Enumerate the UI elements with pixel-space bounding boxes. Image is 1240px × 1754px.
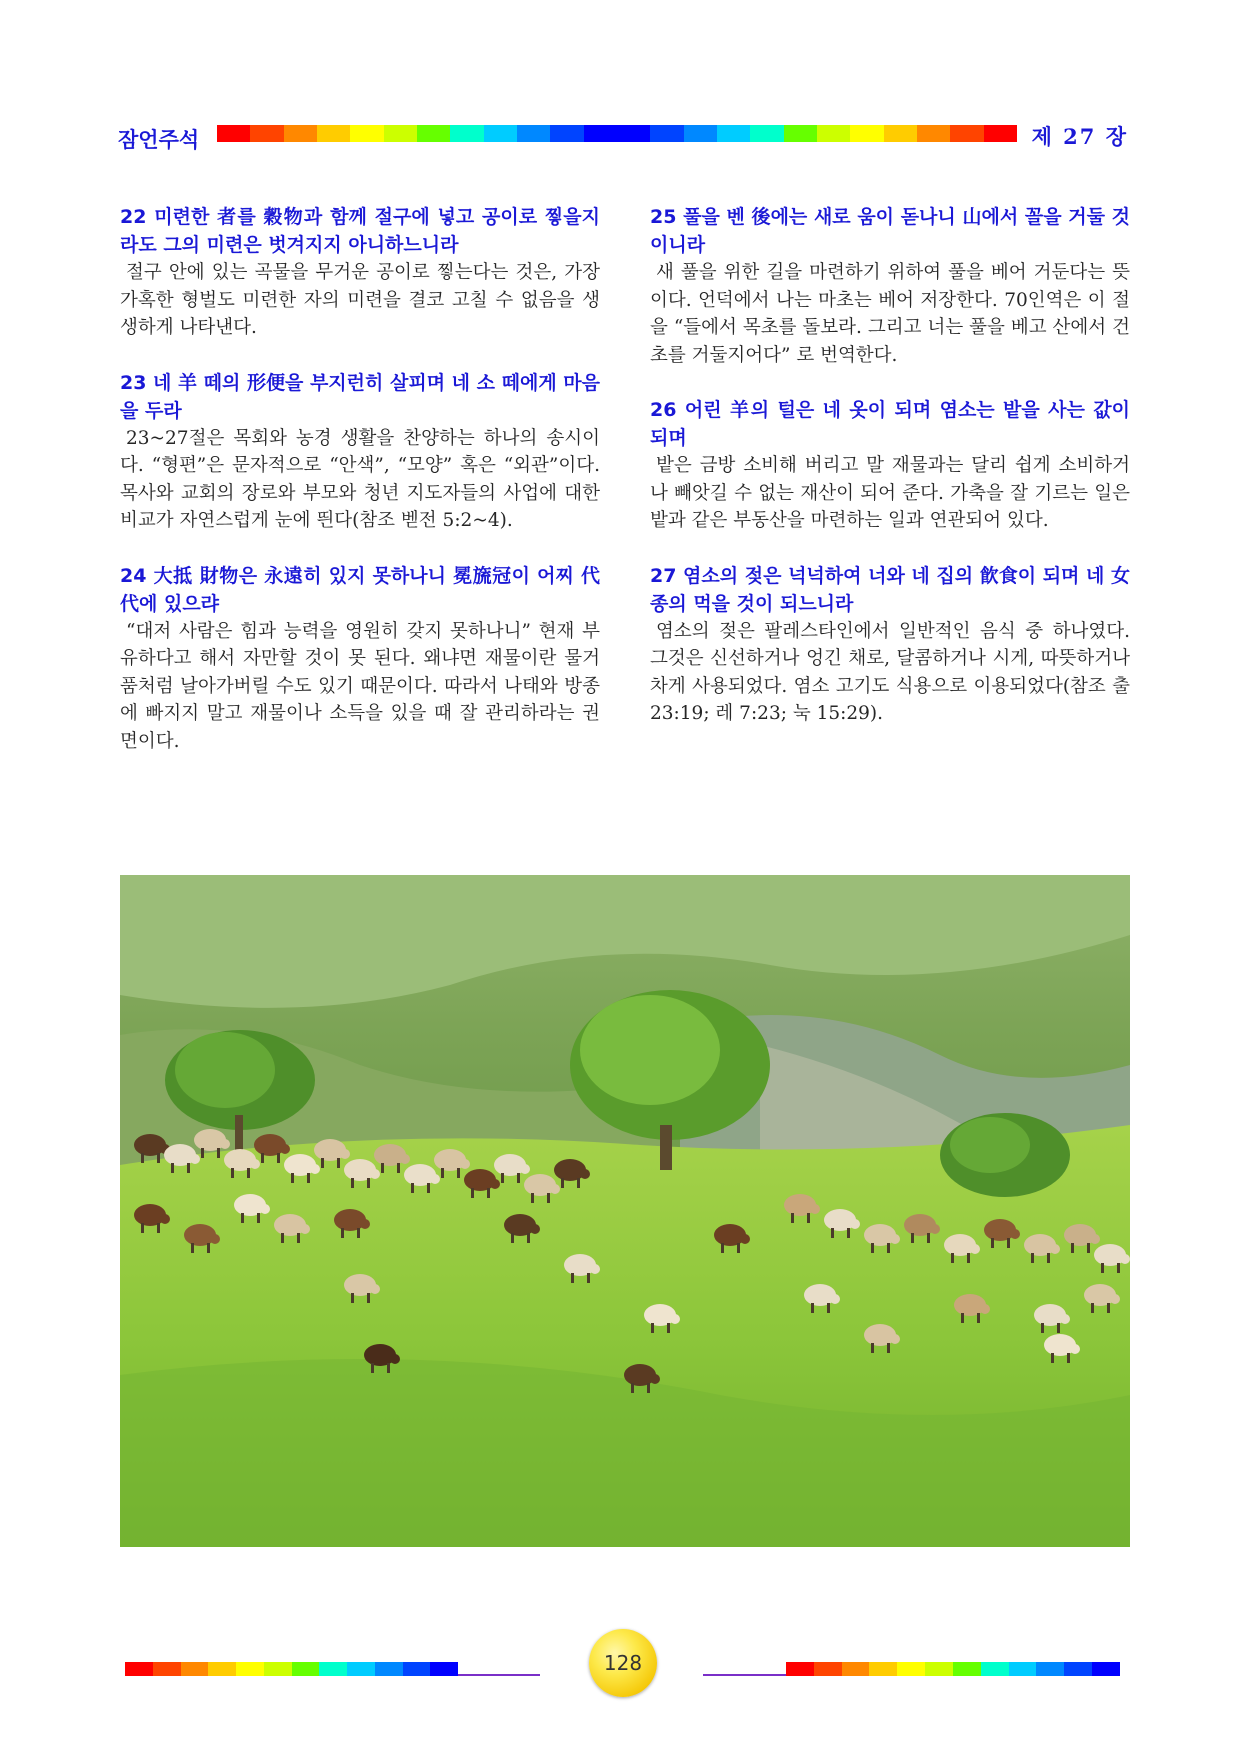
left-column: [120, 203, 600, 782]
rainbow-segment: [617, 125, 650, 142]
animal-leg: [191, 1243, 194, 1253]
rainbow-segment: [284, 125, 317, 142]
animal-head: [520, 1164, 530, 1174]
grazing-animal: [564, 1254, 596, 1276]
animal-head: [1010, 1229, 1020, 1239]
animal-leg: [647, 1383, 650, 1393]
animal-head: [1050, 1244, 1060, 1254]
animal-leg: [217, 1148, 220, 1158]
verse-22: [120, 203, 600, 342]
rainbow-segment: [1064, 1662, 1092, 1676]
animal-leg: [531, 1193, 534, 1203]
animal-leg: [811, 1303, 814, 1313]
verse-commentary: 절구 안에 있는 곡물을 무거운 공이로 찧는다는 것은, 가장 가혹한 형벌도 미련한 자의 미련을 결코 고칠 수 없음을 생생하게 나타낸다.: [120, 262, 600, 338]
animal-head: [1110, 1294, 1120, 1304]
rainbow-segment: [981, 1662, 1009, 1676]
grazing-animal: [364, 1344, 396, 1366]
animal-leg: [201, 1148, 204, 1158]
animal-leg: [307, 1173, 310, 1183]
animal-leg: [651, 1323, 654, 1333]
rainbow-segment: [317, 125, 350, 142]
animal-leg: [1047, 1253, 1050, 1263]
animal-leg: [297, 1233, 300, 1243]
animal-leg: [277, 1153, 280, 1163]
animal-leg: [807, 1213, 810, 1223]
grazing-animal: [984, 1219, 1016, 1241]
animal-leg: [367, 1293, 370, 1303]
animal-head: [460, 1159, 470, 1169]
grazing-animal: [1084, 1284, 1116, 1306]
animal-leg: [577, 1178, 580, 1188]
animal-leg: [1091, 1303, 1094, 1313]
chapter-label: 제 27 장: [1031, 124, 1128, 149]
verse-title: 22 미련한 者를 穀物과 함께 절구에 넣고 공이로 찧을지라도 그의 미련은 벗겨지지 아니하느니라: [120, 206, 600, 256]
grazing-animal: [284, 1154, 316, 1176]
rainbow-segment: [784, 125, 817, 142]
animal-leg: [387, 1363, 390, 1373]
animal-head: [220, 1139, 230, 1149]
animal-leg: [367, 1178, 370, 1188]
animal-leg: [281, 1233, 284, 1243]
grazing-animal: [254, 1134, 286, 1156]
grazing-animal: [624, 1364, 656, 1386]
verse-commentary: 새 풀을 위한 길을 마련하기 위하여 풀을 베어 거둔다는 뜻이다. 언덕에서 나는 마초는 베어 저장한다. 70인역은 이 절을 “들에서 목초를 돌보라. 그리고 너는 풀을 베고 산에서 건초를 거둘지어다” 로 번역한다.: [650, 262, 1130, 366]
animal-leg: [1067, 1353, 1070, 1363]
animal-leg: [351, 1178, 354, 1188]
animal-leg: [887, 1243, 890, 1253]
animal-leg: [397, 1163, 400, 1173]
animal-leg: [261, 1153, 264, 1163]
grazing-animal: [524, 1174, 556, 1196]
grazing-animal: [434, 1149, 466, 1171]
animal-leg: [247, 1168, 250, 1178]
verse-23: [120, 369, 600, 535]
rainbow-segment: [814, 1662, 842, 1676]
animal-leg: [341, 1228, 344, 1238]
grazing-animal: [224, 1149, 256, 1171]
grazing-animal: [374, 1144, 406, 1166]
rainbow-segment: [347, 1662, 375, 1676]
grazing-animal: [164, 1144, 196, 1166]
grazing-animal: [954, 1294, 986, 1316]
animal-leg: [1117, 1263, 1120, 1273]
animal-head: [210, 1234, 220, 1244]
grazing-animal: [234, 1194, 266, 1216]
animal-leg: [527, 1233, 530, 1243]
rainbow-segment: [125, 1662, 153, 1676]
page-number: 128: [589, 1629, 657, 1697]
rainbow-segment: [417, 125, 450, 142]
animal-leg: [961, 1313, 964, 1323]
animal-leg: [887, 1343, 890, 1353]
grazing-animal: [134, 1204, 166, 1226]
verse-25: [650, 203, 1130, 369]
rainbow-segment: [817, 125, 850, 142]
animal-leg: [511, 1233, 514, 1243]
grazing-animal: [464, 1169, 496, 1191]
animal-leg: [1057, 1323, 1060, 1333]
rainbow-segment: [264, 1662, 292, 1676]
verse-title: 24 大抵 財物은 永遠히 있지 못하나니 冕旒冠이 어찌 代代에 있으랴: [120, 564, 600, 615]
animal-head: [340, 1149, 350, 1159]
animal-leg: [667, 1323, 670, 1333]
animal-leg: [411, 1183, 414, 1193]
animal-leg: [827, 1303, 830, 1313]
verse-commentary: “대저 사람은 힘과 능력을 영원히 갖지 못하나니” 현재 부유하다고 해서 자만할 것이 못 된다. 왜냐면 재물이란 물거품처럼 날아가버릴 수도 있기 때문이다. 따라서 나태와 방종에 빠지지 말고 재물이나 소득을 있을 때 잘 관리하라는 권면이다.: [120, 620, 600, 752]
animal-head: [280, 1144, 290, 1154]
animal-leg: [561, 1178, 564, 1188]
grazing-animal: [134, 1134, 166, 1156]
grazing-animal: [194, 1129, 226, 1151]
animal-leg: [1031, 1253, 1034, 1263]
rainbow-segment: [884, 125, 917, 142]
sheep-goat-meadow-photo: [120, 875, 1130, 1547]
grazing-animal: [714, 1224, 746, 1246]
animal-head: [1120, 1254, 1130, 1264]
grazing-animal: [1094, 1244, 1126, 1266]
animal-leg: [991, 1238, 994, 1248]
grazing-animal: [1064, 1224, 1096, 1246]
verse-26: [650, 396, 1130, 535]
animal-leg: [187, 1163, 190, 1173]
animal-leg: [1051, 1353, 1054, 1363]
grazing-animal: [344, 1274, 376, 1296]
animal-head: [890, 1334, 900, 1344]
animal-head: [850, 1219, 860, 1229]
animal-head: [550, 1184, 560, 1194]
rainbow-segment: [517, 125, 550, 142]
animal-leg: [517, 1173, 520, 1183]
animal-leg: [231, 1168, 234, 1178]
animal-leg: [547, 1193, 550, 1203]
animal-head: [370, 1284, 380, 1294]
rainbow-segment: [650, 125, 683, 142]
animal-head: [650, 1374, 660, 1384]
verse-24: [120, 562, 600, 756]
animal-head: [1060, 1314, 1070, 1324]
verse-title: 25 풀을 벤 後에는 새로 움이 돋나니 山에서 꼴을 거둘 것이니라: [650, 206, 1130, 256]
rainbow-segment: [869, 1662, 897, 1676]
footer-rainbow-bar-right: [786, 1662, 1120, 1676]
animal-leg: [977, 1313, 980, 1323]
rainbow-segment: [786, 1662, 814, 1676]
animal-leg: [371, 1363, 374, 1373]
rainbow-segment: [208, 1662, 236, 1676]
animal-leg: [721, 1243, 724, 1253]
animal-leg: [157, 1223, 160, 1233]
animal-head: [580, 1169, 590, 1179]
animal-leg: [171, 1163, 174, 1173]
animal-head: [250, 1159, 260, 1169]
animal-leg: [737, 1243, 740, 1253]
animal-leg: [911, 1233, 914, 1243]
animal-leg: [831, 1228, 834, 1238]
animal-leg: [141, 1223, 144, 1233]
footer-rainbow-bar-left: [125, 1662, 458, 1676]
grazing-animal: [864, 1224, 896, 1246]
animal-head: [400, 1154, 410, 1164]
rainbow-segment: [950, 125, 983, 142]
rainbow-segment: [917, 125, 950, 142]
animal-leg: [1101, 1263, 1104, 1273]
animal-leg: [967, 1253, 970, 1263]
animal-leg: [1041, 1323, 1044, 1333]
grazing-animal: [1044, 1334, 1076, 1356]
book-title: 잠언주석: [118, 128, 200, 152]
rainbow-segment: [684, 125, 717, 142]
grazing-animal: [274, 1214, 306, 1236]
animal-leg: [471, 1188, 474, 1198]
animal-leg: [337, 1158, 340, 1168]
animal-head: [370, 1169, 380, 1179]
grazing-animal: [864, 1324, 896, 1346]
animal-leg: [571, 1273, 574, 1283]
rainbow-segment: [153, 1662, 181, 1676]
grazing-animal: [644, 1304, 676, 1326]
animal-head: [160, 1214, 170, 1224]
animal-head: [1090, 1234, 1100, 1244]
animal-head: [670, 1314, 680, 1324]
animal-head: [830, 1294, 840, 1304]
rainbow-segment: [292, 1662, 320, 1676]
animal-leg: [357, 1228, 360, 1238]
animal-head: [390, 1354, 400, 1364]
verse-title: 26 어린 羊의 털은 네 옷이 되며 염소는 밭을 사는 값이 되며: [650, 399, 1130, 449]
rainbow-segment: [717, 125, 750, 142]
grazing-animal: [314, 1139, 346, 1161]
header-rainbow-bar: [217, 125, 1017, 142]
grazing-animal: [1024, 1234, 1056, 1256]
rainbow-segment: [584, 125, 617, 142]
footer-line-left: [458, 1674, 540, 1676]
rainbow-segment: [450, 125, 483, 142]
grazing-animal: [494, 1154, 526, 1176]
animal-leg: [241, 1213, 244, 1223]
rainbow-segment: [430, 1662, 458, 1676]
grazing-animal: [404, 1164, 436, 1186]
rainbow-segment: [1036, 1662, 1064, 1676]
animal-leg: [291, 1173, 294, 1183]
animal-leg: [1007, 1238, 1010, 1248]
rainbow-segment: [403, 1662, 431, 1676]
right-column: [650, 203, 1130, 755]
animal-leg: [951, 1253, 954, 1263]
grazing-animal: [184, 1224, 216, 1246]
animal-head: [980, 1304, 990, 1314]
animal-leg: [257, 1213, 260, 1223]
grazing-animal: [784, 1194, 816, 1216]
grazing-animal: [804, 1284, 836, 1306]
animal-leg: [381, 1163, 384, 1173]
animal-leg: [791, 1213, 794, 1223]
animal-leg: [457, 1168, 460, 1178]
animal-head: [360, 1219, 370, 1229]
grazing-animal: [554, 1159, 586, 1181]
rainbow-segment: [850, 125, 883, 142]
rainbow-segment: [250, 125, 283, 142]
grazing-animal: [344, 1159, 376, 1181]
grazing-animal: [904, 1214, 936, 1236]
animal-head: [190, 1154, 200, 1164]
rainbow-segment: [350, 125, 383, 142]
verse-title: 27 염소의 젖은 넉넉하여 너와 네 집의 飮食이 되며 네 女종의 먹을 것이 되느니라: [650, 564, 1130, 615]
rainbow-segment: [842, 1662, 870, 1676]
verse-commentary: 염소의 젖은 팔레스타인에서 일반적인 음식 중 하나였다. 그것은 신선하거나 엉긴 채로, 달콤하거나 시게, 따뜻하거나 차게 사용되었다. 염소 고기도 식용으로 이용되었다(참조 출 23:19; 레 7:23; 눅 15:29).: [650, 620, 1130, 724]
verse-27: [650, 562, 1130, 728]
rainbow-segment: [1009, 1662, 1037, 1676]
animal-head: [930, 1224, 940, 1234]
animal-leg: [847, 1228, 850, 1238]
animal-leg: [321, 1158, 324, 1168]
animal-head: [310, 1164, 320, 1174]
rainbow-segment: [953, 1662, 981, 1676]
grazing-animal: [1034, 1304, 1066, 1326]
rainbow-segment: [319, 1662, 347, 1676]
verse-title: 23 네 羊 떼의 形便을 부지런히 살피며 네 소 떼에게 마음을 두라: [120, 371, 600, 422]
rainbow-segment: [217, 125, 250, 142]
rainbow-segment: [236, 1662, 264, 1676]
animal-head: [590, 1264, 600, 1274]
grazing-animal: [824, 1209, 856, 1231]
animal-head: [530, 1224, 540, 1234]
animal-leg: [871, 1243, 874, 1253]
animal-head: [970, 1244, 980, 1254]
animal-leg: [427, 1183, 430, 1193]
animal-leg: [141, 1153, 144, 1163]
animal-leg: [1087, 1243, 1090, 1253]
animal-head: [740, 1234, 750, 1244]
rainbow-segment: [750, 125, 783, 142]
rainbow-segment: [375, 1662, 403, 1676]
footer-line-right: [703, 1674, 786, 1676]
rainbow-segment: [181, 1662, 209, 1676]
animal-leg: [587, 1273, 590, 1283]
grazing-animal: [504, 1214, 536, 1236]
animal-leg: [157, 1153, 160, 1163]
animal-leg: [927, 1233, 930, 1243]
grazing-animal: [944, 1234, 976, 1256]
animal-leg: [1071, 1243, 1074, 1253]
animal-head: [890, 1234, 900, 1244]
animal-head: [810, 1204, 820, 1214]
animal-head: [1070, 1344, 1080, 1354]
rainbow-segment: [925, 1662, 953, 1676]
verse-commentary: 23~27절은 목회와 농경 생활을 찬양하는 하나의 송시이다. “형편”은 문자적으로 “안색”, “모양” 혹은 “외관”이다. 목사와 교회의 장로와 부모와 청년 지도자들의 사업에 대한 비교가 자연스럽게 눈에 띈다(참조 벧전 5:2~4).: [120, 427, 600, 531]
rainbow-segment: [897, 1662, 925, 1676]
animal-leg: [487, 1188, 490, 1198]
animal-leg: [351, 1293, 354, 1303]
animal-leg: [871, 1343, 874, 1353]
animal-leg: [441, 1168, 444, 1178]
animal-leg: [207, 1243, 210, 1253]
rainbow-segment: [484, 125, 517, 142]
animal-leg: [1107, 1303, 1110, 1313]
rainbow-segment: [384, 125, 417, 142]
rainbow-segment: [1092, 1662, 1120, 1676]
grazing-animal: [334, 1209, 366, 1231]
animal-head: [300, 1224, 310, 1234]
animal-head: [430, 1174, 440, 1184]
rainbow-segment: [550, 125, 583, 142]
rainbow-segment: [984, 125, 1017, 142]
animal-head: [490, 1179, 500, 1189]
verse-commentary: 밭은 금방 소비해 버리고 말 재물과는 달리 쉽게 소비하거나 빼앗길 수 없는 재산이 되어 준다. 가축을 잘 기르는 일은 밭과 같은 부동산을 마련하는 일과 연관되어 있다.: [650, 455, 1130, 531]
animal-leg: [501, 1173, 504, 1183]
animal-leg: [631, 1383, 634, 1393]
animal-head: [260, 1204, 270, 1214]
